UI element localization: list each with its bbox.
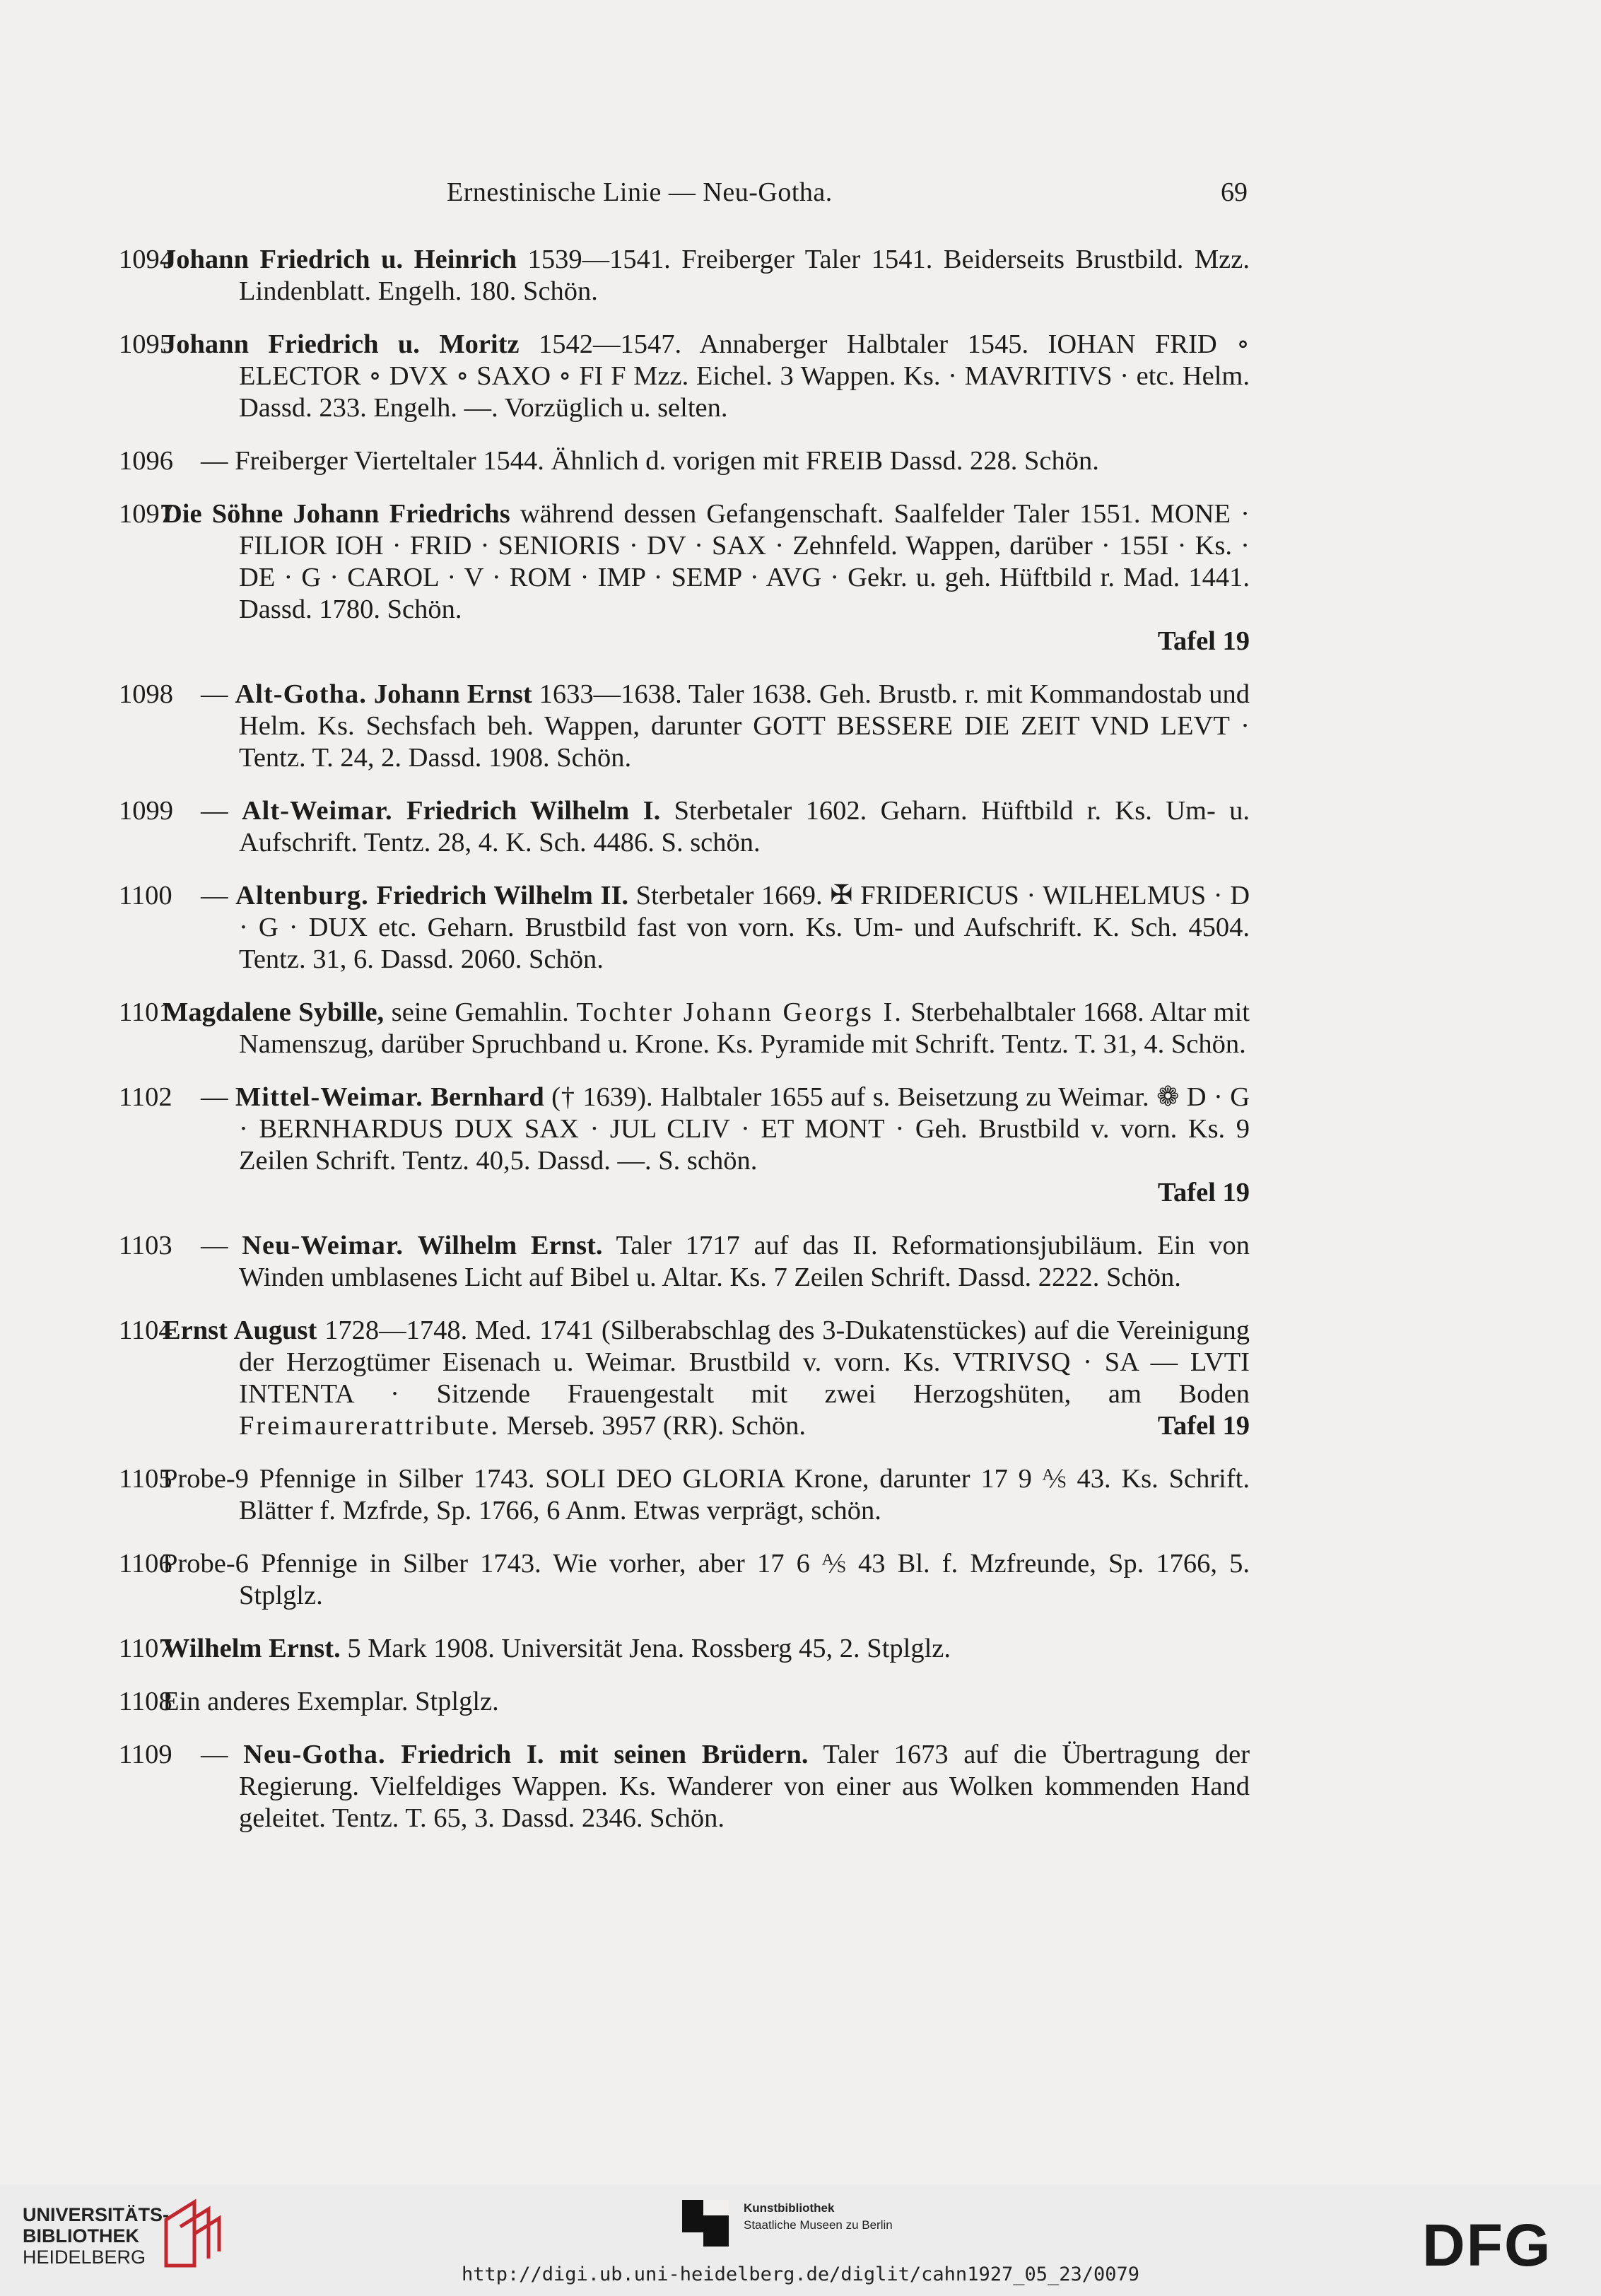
catalog-entry <box>119 498 1250 657</box>
catalog-entry <box>119 1315 1250 1442</box>
entry-spaced-text: Freimaurerattribute. <box>239 1411 500 1441</box>
entry-plain-text: — Freiberger Vierteltaler 1544. Ähnlich d. vorigen mit FREIB Dassd. 228. Schön. <box>201 446 1099 476</box>
entry-text <box>201 881 1250 974</box>
entry-bold-text: Friedrich I. mit seinen Brüdern. <box>401 1740 809 1769</box>
page-header <box>0 177 1601 219</box>
entry-plain-text <box>404 1231 418 1260</box>
tafel-reference: Tafel 19 <box>1157 1178 1250 1207</box>
entry-number: 1108 <box>119 1687 172 1716</box>
entry-plain-text: 1728—1748. Med. 1741 (Silberabschlag des 3-Dukatenstückes) auf die Vereinigung der Herzogtümer Eisenach u. Weimar. Brustbild v. vorn. Ks. VTRIVSQ · SA — LVTI INTENTA · Sitzende Frauengestalt mit zwei Herzogshüten, am Boden <box>239 1316 1250 1409</box>
entry-text <box>163 1687 499 1716</box>
entry-plain-text: — <box>201 1740 244 1769</box>
entry-text <box>163 1634 951 1663</box>
entry-plain-text <box>386 1740 401 1769</box>
entry-plain-text: Probe-6 Pfennige in Silber 1743. Wie vorher, aber 17 6 ⅍ 43 Bl. f. Mzfreunde, Sp. 1766, 5. Stplglz. <box>163 1549 1250 1610</box>
entry-bold-text: Wilhelm Ernst. <box>417 1231 603 1260</box>
catalog-entry <box>119 1739 1250 1834</box>
catalog-entry <box>119 1633 1250 1665</box>
entry-number: 1096 <box>119 446 173 476</box>
entry-text <box>163 245 1250 306</box>
entry-plain-text: Sterbetaler 1669. ✠ FRIDERICUS · WILHELMUS · D · G · DUX etc. Geharn. Brustbild fast von vorn. Ks. Um- und Aufschrift. K. Sch. 4504. Tentz. 31, 6. Dassd. 2060. Schön. <box>239 881 1250 974</box>
kunstbibliothek-label[interactable] <box>744 2200 893 2234</box>
entry-plain-text: Merseb. 3957 (RR). Schön. <box>499 1411 807 1441</box>
catalog-entry <box>119 1548 1250 1612</box>
entry-plain-text <box>369 881 377 910</box>
entry-plain-text <box>367 679 374 709</box>
dfg-logo[interactable]: DFG <box>1422 2212 1552 2278</box>
entry-number: 1102 <box>119 1082 172 1112</box>
entry-number: 1095 <box>119 329 173 359</box>
tafel-reference: Tafel 19 <box>1157 626 1250 656</box>
entry-bold-text: Die Söhne Johann Friedrichs <box>163 499 510 529</box>
entry-spaced-text: Tochter Johann Georgs I. <box>576 997 903 1027</box>
catalog-entry <box>119 1082 1250 1209</box>
entry-bold-text: Johann Friedrich u. Moritz <box>163 329 520 359</box>
permalink-url[interactable]: http://digi.ub.uni-heidelberg.de/diglit/cahn1927_05_23/0079 <box>461 2263 1140 2285</box>
catalog-entry <box>119 795 1250 859</box>
entry-bold-text: Johann Ernst <box>373 679 532 709</box>
entry-fraktur-text: Alt-Gotha. <box>235 679 367 709</box>
kb-title: Kunstbibliothek <box>744 2201 835 2215</box>
entry-fraktur-text: Neu-Gotha. <box>243 1740 386 1769</box>
catalog-entry <box>119 880 1250 976</box>
entry-bold-text: Johann Friedrich u. Heinrich <box>163 245 517 274</box>
entry-plain-text: Sterbehalbtaler 1668. Altar mit Namenszug, darüber Spruchband u. Krone. Ks. Pyramide mit Schrift. Tentz. T. 31, 4. Schön. <box>239 997 1250 1059</box>
ub-heidelberg-mark-icon <box>159 2198 223 2269</box>
entry-fraktur-text: Altenburg. <box>235 881 369 910</box>
entry-text <box>163 499 1250 624</box>
entry-number: 1109 <box>119 1740 172 1769</box>
entry-fraktur-text: Neu-Weimar. <box>242 1231 404 1260</box>
catalog-entries <box>119 244 1250 1856</box>
ub-logo-line2: BIBLIOTHEK <box>23 2225 139 2247</box>
entry-text <box>163 1549 1250 1610</box>
entry-fraktur-text: Alt-Weimar. <box>241 796 393 826</box>
entry-plain-text: — <box>201 1231 242 1260</box>
entry-text <box>163 329 1250 423</box>
entry-plain-text: seine Gemahlin. <box>384 997 577 1027</box>
entry-bold-text: Bernhard <box>430 1082 544 1112</box>
entry-number: 1097 <box>119 499 173 529</box>
catalog-entry <box>119 1230 1250 1294</box>
entry-number: 1098 <box>119 679 173 709</box>
entry-plain-text <box>393 796 406 826</box>
running-title: Ernestinische Linie — Neu-Gotha. <box>447 177 833 207</box>
entry-number: 1094 <box>119 245 173 274</box>
entry-fraktur-text: Mittel-Weimar. <box>235 1082 423 1112</box>
catalog-entry <box>119 329 1250 424</box>
entry-number: 1107 <box>119 1634 172 1663</box>
entry-number: 1105 <box>119 1464 172 1494</box>
kunstbibliothek-logo-icon <box>682 2200 729 2247</box>
entry-text <box>201 446 1099 476</box>
entry-plain-text: Ein anderes Exemplar. Stplglz. <box>163 1687 499 1716</box>
entry-plain-text: 1633—1638. Taler 1638. Geh. Brustb. r. mit Kommandostab und Helm. Ks. Sechsfach beh. Wappen, darunter GOTT BESSERE DIE ZEIT VND LEVT · Tentz. T. 24, 2. Dassd. 1908. Schön. <box>239 679 1250 773</box>
entry-plain-text: Sterbetaler 1602. Geharn. Hüftbild r. Ks. Um- u. Aufschrift. Tentz. 28, 4. K. Sch. 4486. S. schön. <box>239 796 1250 857</box>
catalog-entry <box>119 1463 1250 1527</box>
catalog-entry <box>119 1686 1250 1718</box>
entry-text <box>201 1740 1250 1833</box>
catalog-entry <box>119 679 1250 774</box>
entry-text <box>201 1231 1250 1292</box>
catalog-entry <box>119 997 1250 1060</box>
entry-bold-text: Ernst August <box>163 1316 317 1345</box>
page-number: 69 <box>1221 177 1248 207</box>
entry-bold-text: Friedrich Wilhelm I. <box>406 796 661 826</box>
footer-bar <box>0 2184 1601 2296</box>
entry-plain-text: — <box>201 679 235 709</box>
entry-text <box>163 1316 1250 1441</box>
entry-plain-text: Probe-9 Pfennige in Silber 1743. SOLI DEO GLORIA Krone, darunter 17 9 ⅍ 43. Ks. Schrift. Blätter f. Mzfrde, Sp. 1766, 6 Anm. Etwas verprägt, schön. <box>163 1464 1250 1525</box>
entry-plain-text: 5 Mark 1908. Universität Jena. Rossberg 45, 2. Stplglz. <box>340 1634 951 1663</box>
entry-text <box>163 1464 1250 1525</box>
entry-number: 1106 <box>119 1549 172 1578</box>
entry-plain-text: — <box>201 796 242 826</box>
entry-text <box>163 997 1250 1059</box>
entry-bold-text: Friedrich Wilhelm II. <box>376 881 629 910</box>
entry-plain-text <box>423 1082 430 1112</box>
entry-plain-text: — <box>201 1082 235 1112</box>
kb-subtitle: Staatliche Museen zu Berlin <box>744 2218 893 2232</box>
entry-number: 1104 <box>119 1316 172 1345</box>
entry-number: 1103 <box>119 1231 172 1260</box>
tafel-reference: Tafel 19 <box>1157 1411 1250 1441</box>
entry-text <box>201 796 1250 857</box>
entry-number: 1099 <box>119 796 173 826</box>
entry-plain-text: Taler 1717 auf das II. Reformationsjubiläum. Ein von Winden umblasenes Licht auf Bibel u. Altar. Ks. 7 Zeilen Schrift. Dassd. 2222. Schön. <box>239 1231 1250 1292</box>
entry-plain-text: 1542—1547. Annaberger Halbtaler 1545. IOHAN FRID ∘ ELECTOR ∘ DVX ∘ SAXO ∘ FI F Mzz. Eichel. 3 Wappen. Ks. · MAVRITIVS · etc. Helm. Dassd. 233. Engelh. —. Vorzüglich u. selten. <box>239 329 1250 423</box>
entry-plain-text: während dessen Gefangenschaft. Saalfelder Taler 1551. MONE · FILIOR IOH · FRID · SENIORIS · DV · SAX · Zehnfeld. Wappen, darüber · 155I · Ks. · DE · G · CAROL · V · ROM · IMP · SEMP · AVG · Gekr. u. geh. Hüftbild r. Mad. 1441. Dassd. 1780. Schön. <box>239 499 1250 624</box>
entry-plain-text: 1539—1541. Freiberger Taler 1541. Beiderseits Brustbild. Mzz. Lindenblatt. Engelh. 180. Schön. <box>239 245 1250 306</box>
entry-bold-text: Wilhelm Ernst. <box>163 1634 341 1663</box>
entry-number: 1100 <box>119 881 172 910</box>
entry-text <box>201 1082 1250 1176</box>
entry-plain-text: († 1639). Halbtaler 1655 auf s. Beisetzung zu Weimar. ❁ D · G · BERNHARDUS DUX SAX · JUL CLIV · ET MONT · Geh. Brustbild v. vorn. Ks. 9 Zeilen Schrift. Tentz. 40,5. Dassd. —. S. schön. <box>239 1082 1250 1176</box>
entry-plain-text: Taler 1673 auf die Übertragung der Regierung. Vielfeldiges Wappen. Ks. Wanderer von einer aus Wolken kommenden Hand geleitet. Tentz. T. 65, 3. Dassd. 2346. Schön. <box>239 1740 1250 1833</box>
entry-plain-text: — <box>201 881 236 910</box>
ub-logo-line1: UNIVERSITÄTS- <box>23 2204 170 2225</box>
entry-bold-text: Magdalene Sybille, <box>163 997 385 1027</box>
ub-heidelberg-logo[interactable] <box>23 2204 169 2268</box>
catalog-entry <box>119 445 1250 477</box>
ub-logo-line3: HEIDELBERG <box>23 2247 146 2268</box>
entry-number: 1101 <box>119 997 172 1027</box>
catalog-entry <box>119 244 1250 308</box>
entry-text <box>201 679 1250 773</box>
